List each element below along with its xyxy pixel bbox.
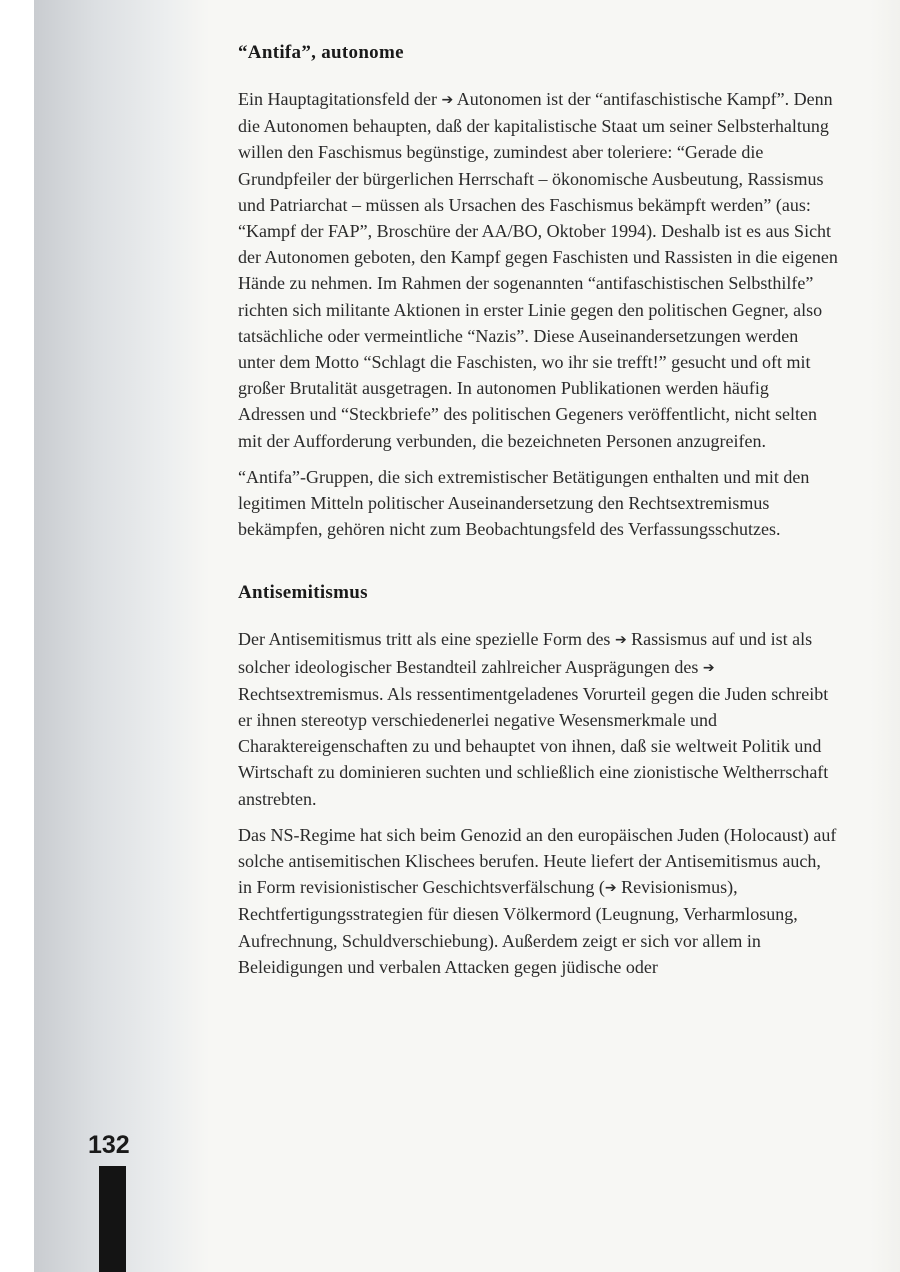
paragraph: “Antifa”-Gruppen, die sich extremistischer Betätigungen enthalten und mit den legitimen Mitteln politischer Auseinandersetzung den Rechtsextremismus bekämpfen, gehören nicht zum Beobachtungsfeld des Verfassungsschutzes. — [238, 466, 810, 540]
scan-margin — [0, 0, 34, 1272]
cross-reference-arrow-icon: ➔ — [441, 92, 454, 108]
page-marker-bar — [99, 1166, 126, 1272]
page-right-edge — [870, 0, 900, 1272]
section-heading: “Antifa”, autonome — [238, 42, 404, 63]
section-heading: Antisemitismus — [238, 582, 368, 604]
section-antifa — [238, 42, 838, 542]
page-gutter-shadow — [34, 0, 210, 1272]
section-antisemitismus — [238, 582, 838, 980]
paragraph: Ein Hauptagitationsfeld der ➔ Autonomen ist der “antifaschistische Kampf”. Denn die Autonomen behaupten, daß der kapitalistische Staat um seiner Selbsterhaltung willen den Faschismus begünstige, zumindest aber toleriere: “Gerade die Grundpfeiler der bürgerlichen Herrschaft – ökonomische Ausbeutung, Rassismus und Patriarchat – müssen als Ursachen des Faschismus bekämpft werden” (aus: “Kampf der FAP”, Broschüre der AA/BO, Oktober 1994). Deshalb ist es aus Sicht der Autonomen geboten, den Kampf gegen Faschisten und Rassisten in die eigenen Hände zu nehmen. Im Rahmen der sogenannten “antifaschistischen Selbsthilfe” richten sich militante Aktionen in erster Linie gegen den politischen Gegner, also tatsächliche oder vermeintliche “Nazis”. Diese Auseinandersetzungen werden unter dem Motto “Schlagt die Faschisten, wo ihr sie trefft!” gesucht und oft mit großer Brutalität ausgetragen. In autonomen Publikationen werden häufig Adressen und “Steckbriefe” des politischen Gegeners veröffentlicht, nicht selten mit der Aufforderung verbunden, die bezeichneten Personen anzugreifen. — [238, 89, 838, 451]
cross-reference-arrow-icon: ➔ — [604, 880, 617, 897]
cross-reference-arrow-icon: ➔ — [614, 632, 627, 649]
cross-reference-arrow-icon: ➔ — [702, 659, 715, 676]
page-number: 132 — [88, 1131, 130, 1159]
page-content — [238, 42, 838, 990]
paragraph: Das NS-Regime hat sich beim Genozid an den europäischen Juden (Holocaust) auf solche antisemitischen Klischees berufen. Heute liefert der Antisemitismus auch, in Form revisionistischer Geschichtsverfälschung (➔ Revisionismus), Rechtfertigungsstrategien für diesen Völkermord (Leugnung, Verharmlosung, Aufrechnung, Schuldverschiebung). Außerdem zeigt er sich vor allem in Beleidigungen und verbalen Attacken gegen jüdische oder — [238, 824, 837, 977]
paragraph: Der Antisemitismus tritt als eine spezielle Form des ➔ Rassismus auf und ist als solcher ideologischer Bestandteil zahlreicher Ausprägungen des ➔ Rechtsextremismus. Als ressentimentgeladenes Vorurteil gegen die Juden schreibt er ihnen stereotyp verschiedenerlei negative Wesensmerkmale und Charaktereigenschaften zu und behauptet von ihnen, daß sie weltweit Politik und Wirtschaft zu dominieren suchten und schließlich eine zionistische Weltherrschaft anstrebten. — [238, 629, 829, 809]
